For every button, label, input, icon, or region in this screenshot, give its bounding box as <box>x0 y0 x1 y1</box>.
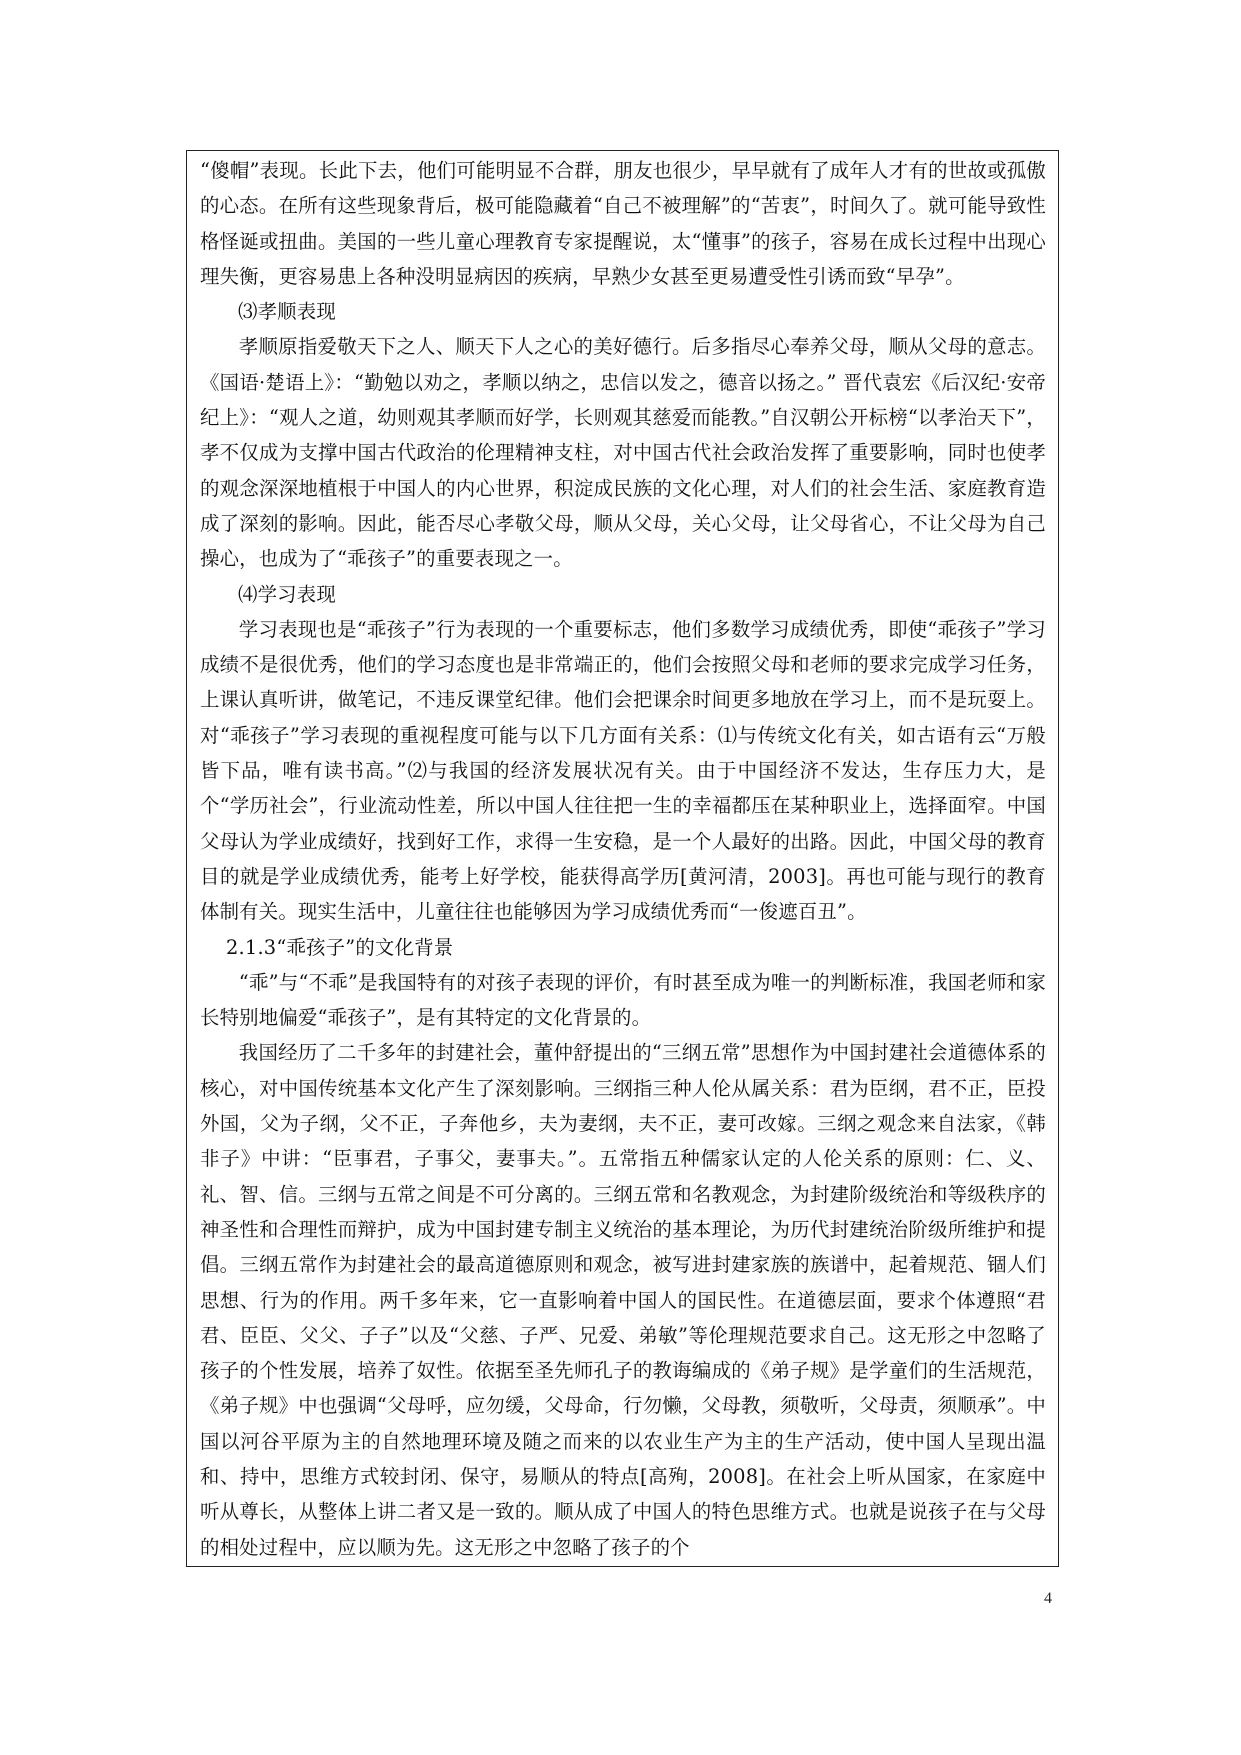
paragraph-body: 孝顺原指爱敬天下之人、顺天下人之心的美好德行。后多指尽心奉养父母，顺从父母的意志。 《国语·楚语上》：“勤勉以劝之，孝顺以纳之，忠信以发之，德音以扬之。” 晋代袁宏《后汉纪·安帝纪上》：“观人之道，幼则观其孝顺而好学，长则观其慈爱而能教。”自汉朝公开标榜“以孝治天下”，孝不仅成为支撑中国古代政治的伦理精神支柱，对中国古代社会政治发挥了重要影响，同时也使孝的观念深深地植根于中国人的内心世界，积淀成民族的文化心理，对人们的社会生活、家庭教育造成了深刻的影响。因此，能否尽心孝敬父母，顺从父母，关心父母，让父母省心，不让父母为自己操心，也成为了“乖孩子”的重要表现之一。 <box>200 335 1046 571</box>
page-number: 4 <box>1044 1590 1052 1607</box>
section-heading: 2.1.3“乖孩子”的文化背景 <box>226 935 454 959</box>
paragraph-body: 学习表现也是“乖孩子”行为表现的一个重要标志，他们多数学习成绩优秀，即使“乖孩子”学习成绩不是很优秀，他们的学习态度也是非常端正的，他们会按照父母和老师的要求完成学习任务，上课认真听讲，做笔记，不违反课堂纪律。他们会把课余时间更多地放在学习上，而不是玩耍上。对“乖孩子”学习表现的重视程度可能与以下几方面有关系：⑴与传统文化有关，如古语有云“万般皆下品，唯有读书高。”⑵与我国的经济发展状况有关。由于中国经济不发达，生存压力大，是个“学历社会”，行业流动性差，所以中国人往往把一生的幸福都压在某种职业上，选择面窄。中国父母认为学业成绩好，找到好工作，求得一生安稳，是一个人最好的出路。因此，中国父母的教育目的就是学业成绩优秀，能考上好学校，能获得高学历[黄河清，2003]。再也可能与现行的教育体制有关。现实生活中，儿童往往也能够因为学习成绩优秀而“一俊遮百丑”。 <box>200 617 1046 924</box>
paragraph-body: 我国经历了二千多年的封建社会，董仲舒提出的“三纲五常”思想作为中国封建社会道德体系的核心，对中国传统基本文化产生了深刻影响。三纲指三种人伦从属关系：君为臣纲，君不正，臣投外国，父为子纲，父不正，子奔他乡，夫为妻纲，夫不正，妻可改嫁。三纲之观念来自法家，《韩非子》中讲：“臣事君，子事父，妻事夫。”。五常指五种儒家认定的人伦关系的原则：仁、义、礼、智、信。三纲与五常之间是不可分离的。三纲五常和名教观念，为封建阶级统治和等级秩序的神圣性和合理性而辩护，成为中国封建专制主义统治的基本理论，为历代封建统治阶级所维护和提倡。三纲五常作为封建社会的最高道德原则和观念，被写进封建家族的族谱中，起着规范、锢人们思想、行为的作用。两千多年来，它一直影响着中国人的国民性。在道德层面，要求个体遵照“君君、臣臣、父父、子子”以及“父慈、子严、兄爱、弟敏”等伦理规范要求自己。这无形之中忽略了孩子的个性发展，培养了奴性。依据至圣先师孔子的教诲编成的《弟子规》是学童们的生活规范，《弟子规》中也强调“父母呼，应勿缓，父母命，行勿懒，父母教，须敬听，父母责，须顺承”。中国以河谷平原为主的自然地理环境及随之而来的以农业生产为主的生产活动，使中国人呈现出温和、持中，思维方式较封闭、保守，易顺从的特点[高殉，2008]。在社会上听从国家，在家庭中听从尊长，从整体上讲二者又是一致的。顺从成了中国人的特色思维方式。也就是说孩子在与父母的相处过程中，应以顺为先。这无形之中忽略了孩子的个 <box>200 1041 1046 1559</box>
paragraph-body: “乖”与“不乖”是我国特有的对孩子表现的评价，有时甚至成为唯一的判断标准，我国老师和家长特别地偏爱“乖孩子”，是有其特定的文化背景的。 <box>200 970 1046 1030</box>
paragraph-body: “傻帽”表现。长此下去，他们可能明显不合群，朋友也很少，早早就有了成年人才有的世故或孤傲的心态。在所有这些现象背后，极可能隐藏着“自己不被理解”的“苦衷”，时间久了。就可能导致性格怪诞或扭曲。美国的一些儿童心理教育专家提醒说，太“懂事”的孩子，容易在成长过程中出现心理失衡，更容易患上各种没明显病因的疾病，早熟少女甚至更易遭受性引诱而致“早孕”。 <box>200 159 1046 288</box>
content-frame <box>186 150 1059 1567</box>
item-heading-study: ⑷学习表现 <box>238 582 336 606</box>
item-heading-filial: ⑶孝顺表现 <box>238 300 336 324</box>
